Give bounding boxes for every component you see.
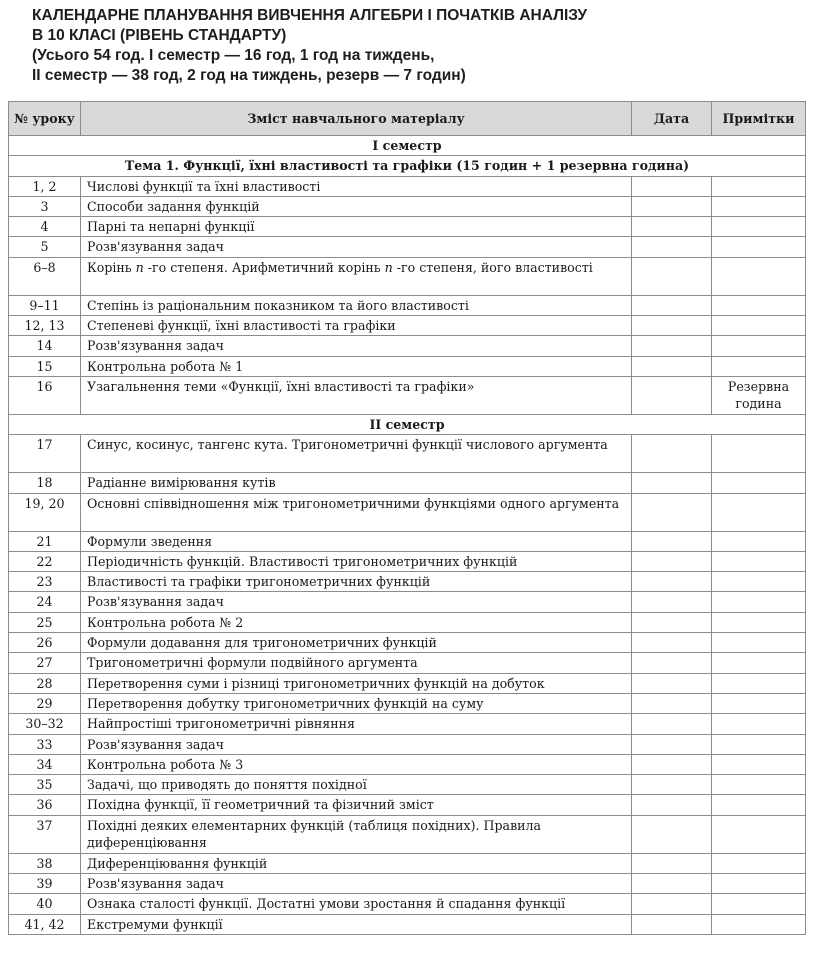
table-row <box>9 815 806 853</box>
lesson-number: 29 <box>9 693 81 713</box>
heading-line-3: (Усього 54 год. І семестр — 16 год, 1 год на тиждень, <box>32 47 435 64</box>
date-cell <box>632 376 712 414</box>
date-cell <box>632 894 712 914</box>
heading-line-2: В 10 КЛАСІ (РІВЕНЬ СТАНДАРТУ) <box>32 27 287 44</box>
lesson-number: 35 <box>9 775 81 795</box>
lesson-number: 14 <box>9 336 81 356</box>
notes-cell <box>712 592 806 612</box>
lesson-number: 6–8 <box>9 257 81 295</box>
lesson-content: Властивості та графіки тригонометричних функцій <box>81 572 632 592</box>
table-row <box>9 295 806 315</box>
section-row-topic-1 <box>9 156 806 176</box>
table-row <box>9 217 806 237</box>
lesson-number: 37 <box>9 815 81 853</box>
notes-cell <box>712 316 806 336</box>
lesson-plan-table <box>8 101 806 935</box>
table-row <box>9 754 806 774</box>
date-cell <box>632 435 712 473</box>
table-row <box>9 473 806 493</box>
lesson-number: 22 <box>9 551 81 571</box>
date-cell <box>632 775 712 795</box>
notes-cell <box>712 572 806 592</box>
date-cell <box>632 473 712 493</box>
lesson-content: Найпростіші тригонометричні рівняння <box>81 714 632 734</box>
date-cell <box>632 734 712 754</box>
lesson-number: 30–32 <box>9 714 81 734</box>
lesson-content: Розв'язування задач <box>81 336 632 356</box>
lesson-number: 38 <box>9 853 81 873</box>
lesson-number: 21 <box>9 531 81 551</box>
lesson-content: Похідні деяких елементарних функцій (таблиця похідних). Правила диференціювання <box>81 815 632 853</box>
lesson-content: Контрольна робота № 3 <box>81 754 632 774</box>
date-cell <box>632 592 712 612</box>
date-cell <box>632 914 712 934</box>
date-cell <box>632 795 712 815</box>
date-cell <box>632 237 712 257</box>
notes-cell <box>712 693 806 713</box>
date-cell <box>632 673 712 693</box>
lesson-number: 27 <box>9 653 81 673</box>
table-row <box>9 376 806 414</box>
lesson-number: 5 <box>9 237 81 257</box>
date-cell <box>632 572 712 592</box>
table-row <box>9 894 806 914</box>
table-row <box>9 592 806 612</box>
notes-cell <box>712 295 806 315</box>
table-row <box>9 257 806 295</box>
section-title: II семестр <box>9 414 806 434</box>
lesson-number: 39 <box>9 874 81 894</box>
notes-cell <box>712 754 806 774</box>
lesson-content: Числові функції та їхні властивості <box>81 176 632 196</box>
lesson-number: 40 <box>9 894 81 914</box>
lesson-number: 15 <box>9 356 81 376</box>
table-row <box>9 356 806 376</box>
lesson-number: 33 <box>9 734 81 754</box>
notes-cell <box>712 336 806 356</box>
lesson-content: Перетворення добутку тригонометричних функцій на суму <box>81 693 632 713</box>
lesson-content: Парні та непарні функції <box>81 217 632 237</box>
notes-cell <box>712 435 806 473</box>
lesson-number: 18 <box>9 473 81 493</box>
notes-cell <box>712 853 806 873</box>
table-row <box>9 336 806 356</box>
table-row <box>9 176 806 196</box>
lesson-number: 12, 13 <box>9 316 81 336</box>
notes-cell <box>712 815 806 853</box>
lesson-content: Ознака сталості функції. Достатні умови зростання й спадання функції <box>81 894 632 914</box>
lesson-content: Тригонометричні формули подвійного аргумента <box>81 653 632 673</box>
date-cell <box>632 693 712 713</box>
date-cell <box>632 336 712 356</box>
lesson-content: Екстремуми функції <box>81 914 632 934</box>
date-cell <box>632 493 712 531</box>
section-row-semester-2 <box>9 414 806 434</box>
lesson-content: Основні співвідношення між тригонометричними функціями одного аргумента <box>81 493 632 531</box>
variable-n: n <box>135 259 144 275</box>
table-row <box>9 914 806 934</box>
lesson-number: 41, 42 <box>9 914 81 934</box>
notes-cell <box>712 894 806 914</box>
lesson-content: Розв'язування задач <box>81 734 632 754</box>
table-row <box>9 316 806 336</box>
notes-cell <box>712 176 806 196</box>
table-row <box>9 435 806 473</box>
notes-cell <box>712 217 806 237</box>
notes-cell: Резервна година <box>712 376 806 414</box>
notes-cell <box>712 775 806 795</box>
lesson-content: Контрольна робота № 1 <box>81 356 632 376</box>
lesson-number: 19, 20 <box>9 493 81 531</box>
notes-cell <box>712 874 806 894</box>
section-row-semester-1 <box>9 136 806 156</box>
lesson-number: 1, 2 <box>9 176 81 196</box>
notes-cell <box>712 196 806 216</box>
lesson-number: 25 <box>9 612 81 632</box>
lesson-content: Диференціювання функцій <box>81 853 632 873</box>
lesson-content: Періодичність функцій. Властивості тригонометричних функцій <box>81 551 632 571</box>
lesson-content: Узагальнення теми «Функції, їхні властивості та графіки» <box>81 376 632 414</box>
notes-cell <box>712 257 806 295</box>
table-row <box>9 775 806 795</box>
lesson-number: 28 <box>9 673 81 693</box>
date-cell <box>632 257 712 295</box>
content-part: -го степеня. Арифметичний корінь <box>143 259 385 275</box>
date-cell <box>632 196 712 216</box>
lesson-content: Степеневі функції, їхні властивості та графіки <box>81 316 632 336</box>
lesson-number: 23 <box>9 572 81 592</box>
notes-cell <box>712 714 806 734</box>
notes-cell <box>712 551 806 571</box>
date-cell <box>632 754 712 774</box>
table-row <box>9 551 806 571</box>
date-cell <box>632 815 712 853</box>
table-row <box>9 653 806 673</box>
variable-n: n <box>384 259 393 275</box>
notes-cell <box>712 673 806 693</box>
notes-cell <box>712 473 806 493</box>
lesson-content: Перетворення суми і різниці тригонометричних функцій на добуток <box>81 673 632 693</box>
column-header-date: Дата <box>632 102 712 136</box>
table-row <box>9 673 806 693</box>
lesson-content: Розв'язування задач <box>81 592 632 612</box>
lesson-content: Формули додавання для тригонометричних функцій <box>81 633 632 653</box>
topic-title: Тема 1. Функції, їхні властивості та графіки (15 годин + 1 резервна година) <box>9 156 806 176</box>
lesson-content: Похідна функції, її геометричний та фізичний зміст <box>81 795 632 815</box>
table-row <box>9 572 806 592</box>
lesson-content: Задачі, що приводять до поняття похідної <box>81 775 632 795</box>
lesson-content: Формули зведення <box>81 531 632 551</box>
lesson-number: 34 <box>9 754 81 774</box>
date-cell <box>632 714 712 734</box>
table-row <box>9 714 806 734</box>
table-row <box>9 531 806 551</box>
lesson-content: Степінь із раціональним показником та його властивості <box>81 295 632 315</box>
date-cell <box>632 356 712 376</box>
notes-cell <box>712 653 806 673</box>
table-row <box>9 693 806 713</box>
table-row <box>9 633 806 653</box>
document-heading <box>32 6 792 86</box>
lesson-number: 4 <box>9 217 81 237</box>
date-cell <box>632 316 712 336</box>
column-header-content: Зміст навчального матеріалу <box>81 102 632 136</box>
lesson-number: 26 <box>9 633 81 653</box>
table-row <box>9 853 806 873</box>
lesson-content: Способи задання функцій <box>81 196 632 216</box>
lesson-content: Контрольна робота № 2 <box>81 612 632 632</box>
content-part: Корінь <box>87 259 136 275</box>
lesson-number: 3 <box>9 196 81 216</box>
notes-cell <box>712 356 806 376</box>
lesson-content <box>81 257 632 295</box>
content-part: -го степеня, його властивості <box>392 259 593 275</box>
date-cell <box>632 176 712 196</box>
lesson-content: Синус, косинус, тангенс кута. Тригонометричні функції числового аргумента <box>81 435 632 473</box>
lesson-number: 9–11 <box>9 295 81 315</box>
notes-cell <box>712 795 806 815</box>
table-row <box>9 493 806 531</box>
lesson-number: 17 <box>9 435 81 473</box>
section-title: І семестр <box>9 136 806 156</box>
notes-cell <box>712 734 806 754</box>
notes-cell <box>712 612 806 632</box>
column-header-notes: Примітки <box>712 102 806 136</box>
notes-cell <box>712 914 806 934</box>
date-cell <box>632 217 712 237</box>
table-row <box>9 196 806 216</box>
table-row <box>9 612 806 632</box>
lesson-number: 16 <box>9 376 81 414</box>
lesson-number: 24 <box>9 592 81 612</box>
date-cell <box>632 612 712 632</box>
notes-cell <box>712 237 806 257</box>
lesson-content: Розв'язування задач <box>81 874 632 894</box>
column-header-num: № уроку <box>9 102 81 136</box>
lesson-number: 36 <box>9 795 81 815</box>
date-cell <box>632 295 712 315</box>
table-row <box>9 874 806 894</box>
heading-line-1: КАЛЕНДАРНЕ ПЛАНУВАННЯ ВИВЧЕННЯ АЛГЕБРИ І ПОЧАТКІВ АНАЛІЗУ <box>32 7 588 24</box>
lesson-content: Розв'язування задач <box>81 237 632 257</box>
table-header-row <box>9 102 806 136</box>
date-cell <box>632 551 712 571</box>
table-row <box>9 734 806 754</box>
date-cell <box>632 653 712 673</box>
table-row <box>9 237 806 257</box>
notes-cell <box>712 633 806 653</box>
date-cell <box>632 853 712 873</box>
lesson-content: Радіанне вимірювання кутів <box>81 473 632 493</box>
notes-cell <box>712 493 806 531</box>
date-cell <box>632 531 712 551</box>
notes-cell <box>712 531 806 551</box>
heading-line-4: II семестр — 38 год, 2 год на тиждень, резерв — 7 годин) <box>32 67 466 84</box>
date-cell <box>632 874 712 894</box>
table-row <box>9 795 806 815</box>
date-cell <box>632 633 712 653</box>
